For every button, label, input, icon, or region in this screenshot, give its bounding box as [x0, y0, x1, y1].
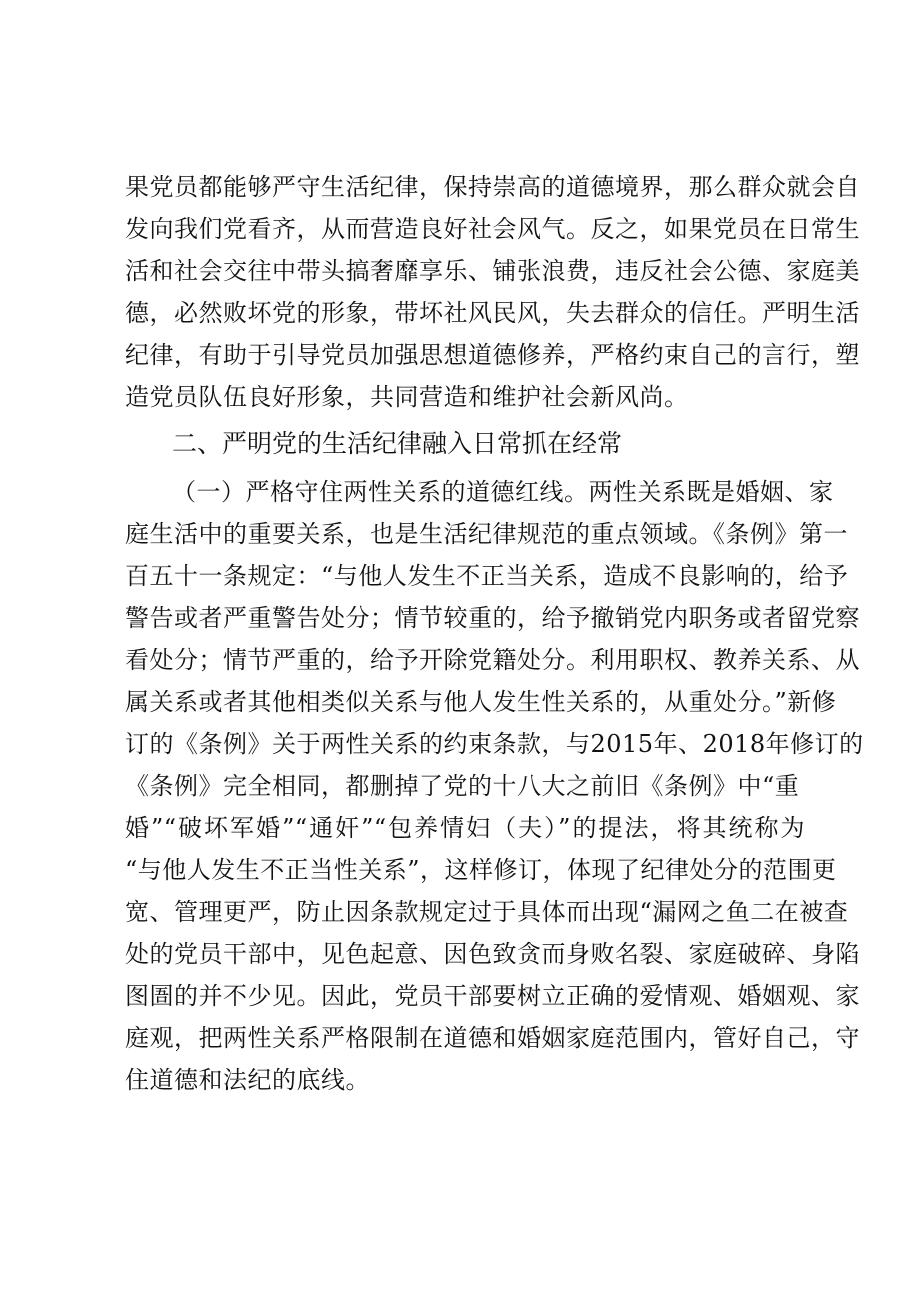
main-line-1 [172, 472, 834, 512]
main-line-11: 宽、管理更严，防止因条款规定过于具体而出现“漏网之鱼二在被查 [125, 898, 849, 926]
main-line-3: 百五十一条规定：“与他人发生不正当关系，造成不良影响的，给予 [125, 562, 849, 590]
section-heading: 二、严明党的生活纪律融入日常抓在经常 [172, 429, 623, 458]
subsection-heading: （一）严格守住两性关系的道德红线。 [172, 478, 589, 506]
intro-line-1: 果党员都能够严守生活纪律，保持崇高的道德境界，那么群众就会自 [125, 173, 860, 201]
main-line-6: 属关系或者其他相类似关系与他人发生性关系的，从重处分。”新修 [125, 688, 837, 716]
main-line-13: 图圄的并不少见。因此，党员干部要树立正确的爱情观、婚姻观、家 [125, 982, 860, 1010]
main-line-10: “与他人发生不正当性关系”，这样修订，体现了纪律处分的范围更 [125, 856, 837, 884]
intro-line-2: 发向我们党看齐，从而营造良好社会风气。反之，如果党员在日常生 [125, 215, 860, 243]
main-line-12: 处的党员干部中，见色起意、因色致贪而身败名裂、家庭破碎、身陷 [125, 940, 860, 968]
intro-line-4: 德，必然败坏党的形象，带坏社风民风，失去群众的信任。严明生活 [125, 299, 860, 327]
main-line-5: 看处分；情节严重的，给予开除党籍处分。利用职权、教养关系、从 [125, 646, 860, 674]
main-line-1-text: 两性关系既是婚姻、家 [588, 478, 834, 506]
main-line-14: 庭观，把两性关系严格限制在道德和婚姻家庭范围内，管好自己，守 [125, 1024, 860, 1052]
main-line-7: 订的《条例》关于两性关系的约束条款，与2015年、2018年修订的 [125, 730, 864, 758]
main-line-15: 住道德和法纪的底线。 [125, 1066, 370, 1094]
main-line-4: 警告或者严重警告处分；情节较重的，给予撤销党内职务或者留党察 [125, 604, 860, 632]
main-line-9: 婚”“破坏军婚”“通奸”“包养情妇（夫）”的提法，将其统称为 [125, 814, 805, 842]
main-line-2: 庭生活中的重要关系，也是生活纪律规范的重点领域。《条例》第一 [125, 520, 848, 548]
intro-line-3: 活和社会交往中带头搞奢靡享乐、铺张浪费，违反社会公德、家庭美 [125, 257, 860, 285]
intro-line-6: 造党员队伍良好形象，共同营造和维护社会新风尚。 [125, 383, 689, 411]
main-line-8: 《条例》完全相同，都删掉了党的十八大之前旧《条例》中“重 [125, 772, 800, 800]
intro-line-5: 纪律，有助于引导党员加强思想道德修养，严格约束自己的言行，塑 [125, 341, 860, 369]
